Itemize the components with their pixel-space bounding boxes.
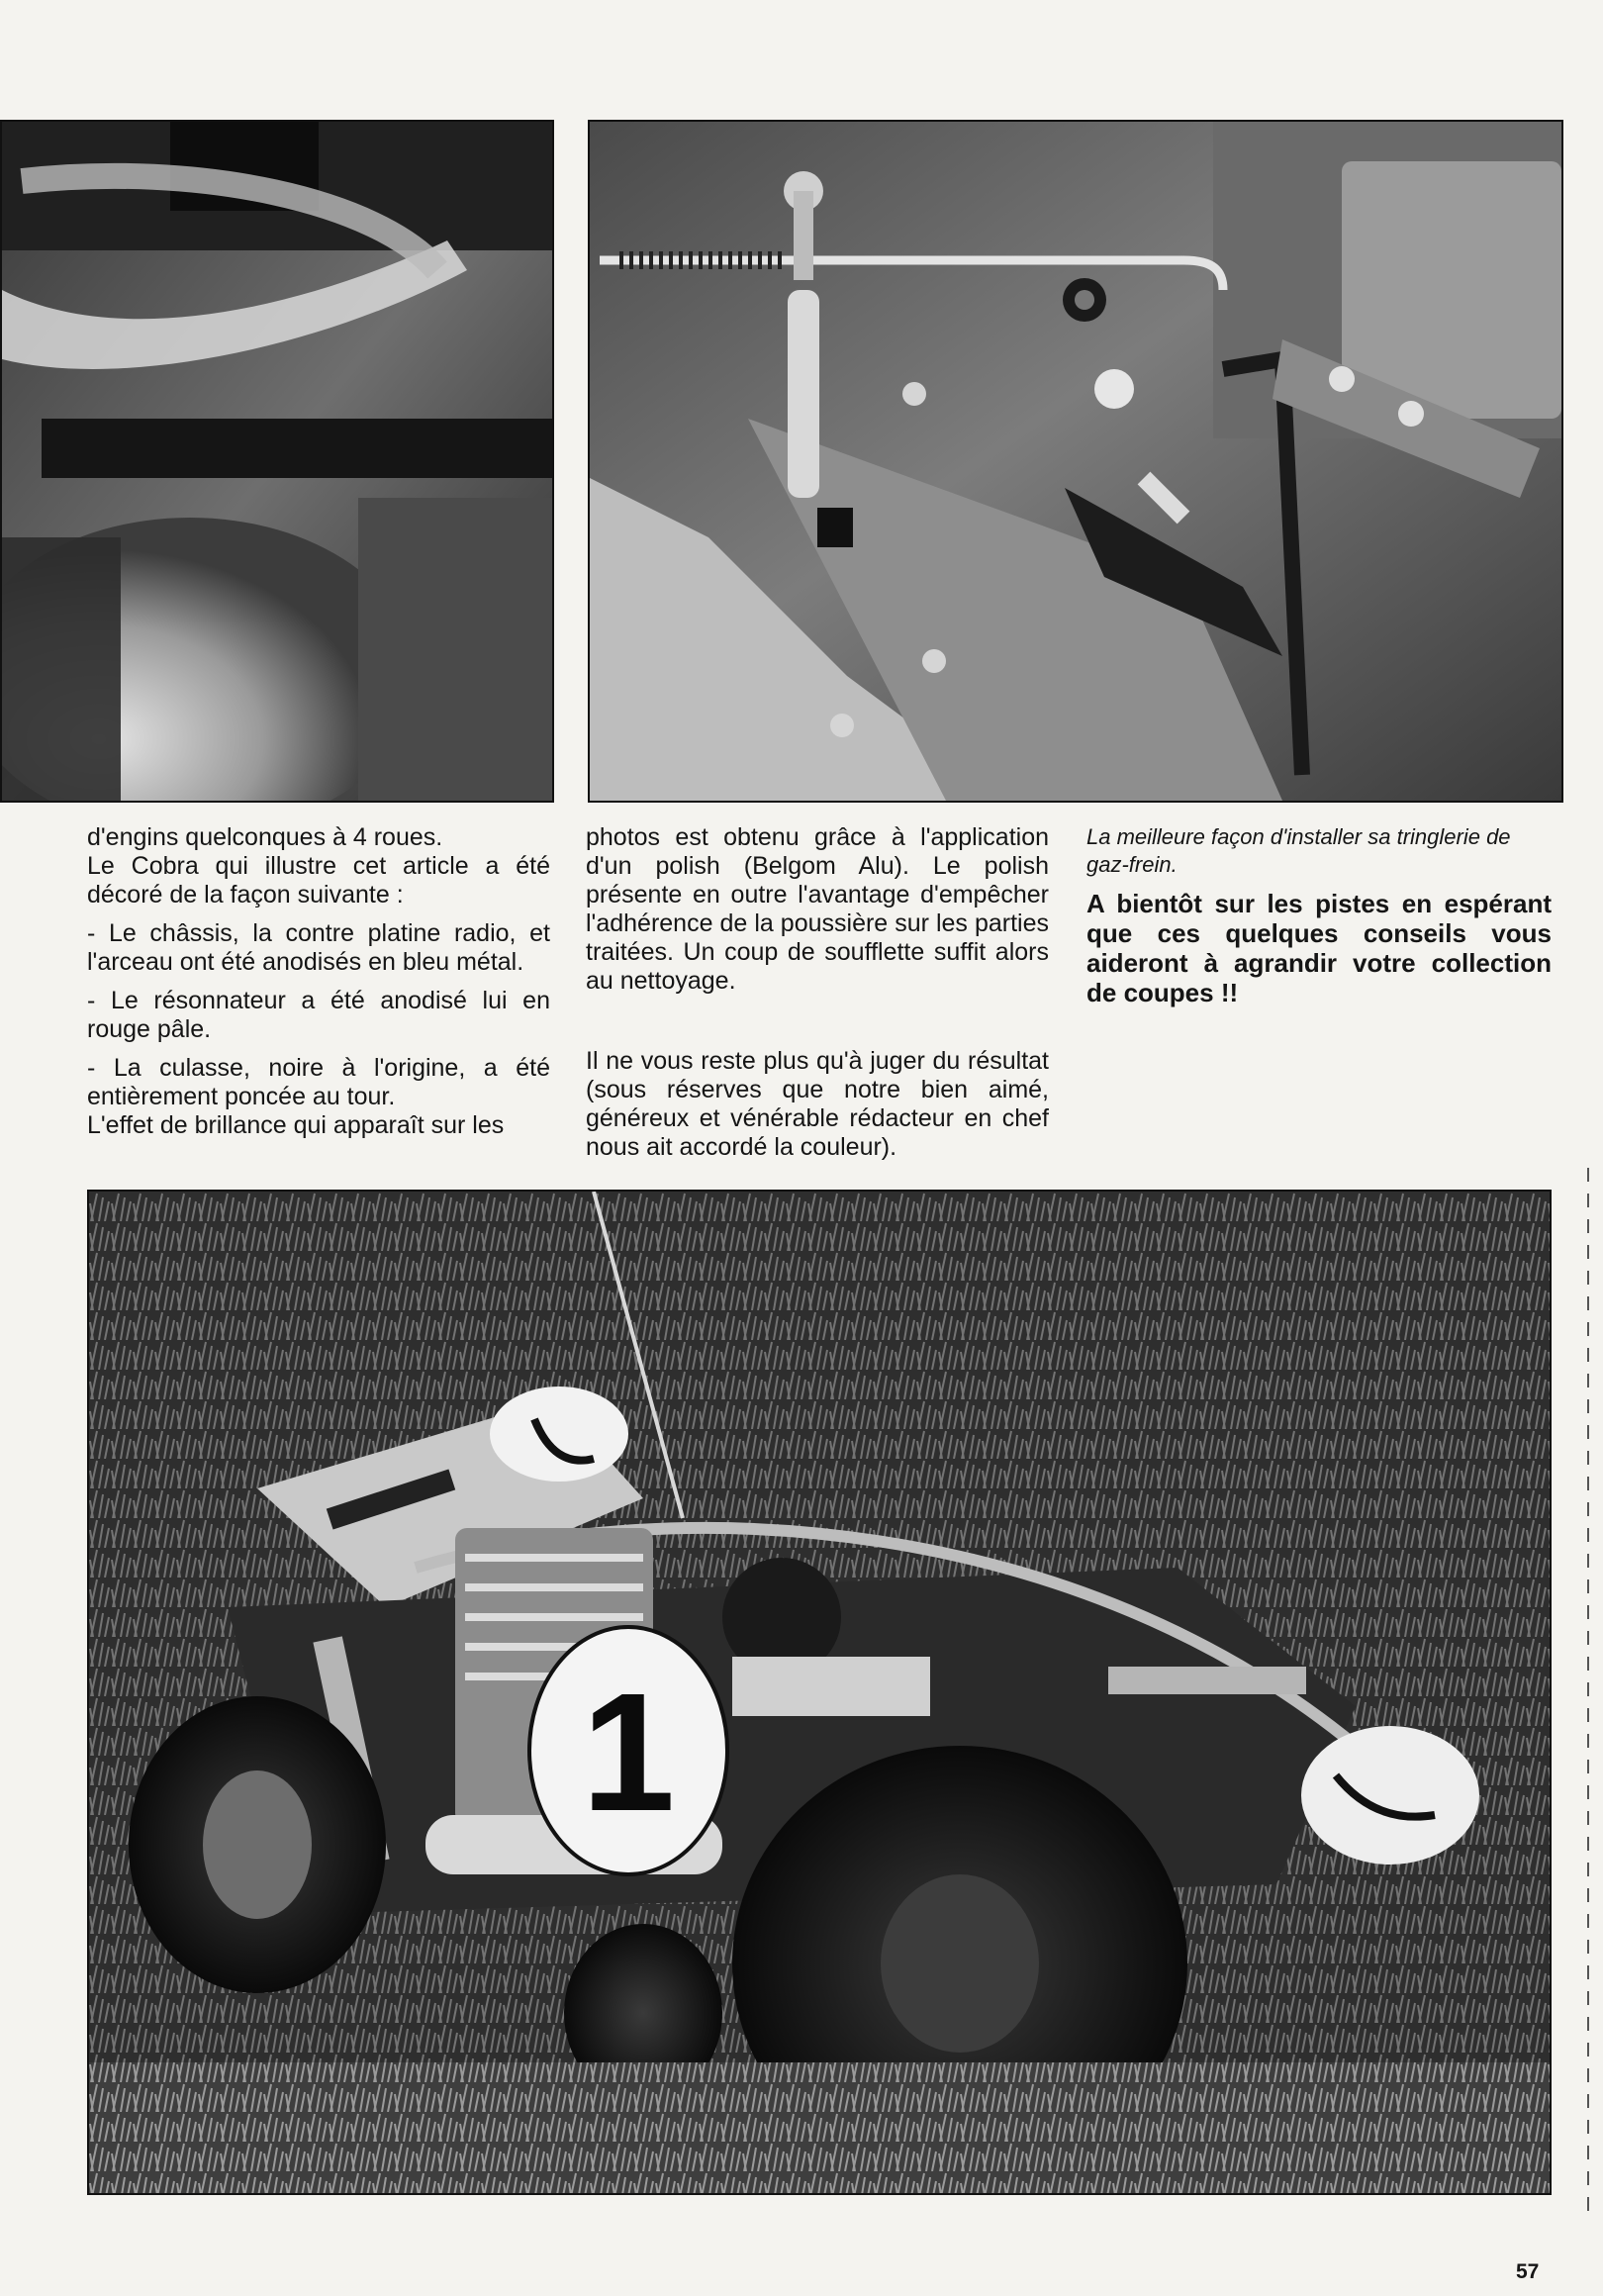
- col1-paragraph-2: Le Cobra qui illustre cet article a été décoré de la façon suivante :: [87, 852, 550, 909]
- text-column-3: [1086, 823, 1552, 1017]
- closing-paragraph: A bientôt sur les pistes en espérant que ces quelques conseils vous aideront à agrandir votre collection de coupes !!: [1086, 889, 1552, 1007]
- linkage-closeup-image: [590, 122, 1561, 801]
- col1-paragraph-1: d'engins quelconques à 4 roues.: [87, 823, 443, 851]
- photo-linkage-closeup: [588, 120, 1563, 803]
- text-column-2: [586, 823, 1049, 1172]
- front-shock: [1108, 1667, 1306, 1694]
- photo-buggy-in-grass: [87, 1190, 1552, 2195]
- photo-engine-closeup: [0, 120, 554, 803]
- col1-paragraph-3: - Le châssis, la contre platine radio, et l'arceau ont été anodisés en bleu métal.: [87, 919, 550, 976]
- col1-paragraph-6: L'effet de brillance qui apparaît sur les: [87, 1111, 505, 1139]
- page-number: 57: [1516, 2260, 1540, 2283]
- col2-paragraph-2: Il ne vous reste plus qu'à juger du résultat (sous réserves que notre bien aimé, généreux et vénérable rédacteur en chef nous ait accordé la couleur).: [586, 1047, 1049, 1161]
- buggy-image: [89, 1192, 1550, 2193]
- margin-rule: [1587, 1168, 1589, 2217]
- race-number: 1: [581, 1659, 676, 1847]
- front-plate: [1301, 1726, 1479, 1865]
- col2-paragraph-1: photos est obtenu grâce à l'application d'un polish (Belgom Alu). Le polish présente en outre l'avantage d'empêcher l'adhérence de la poussière sur les parties traitées. Un coup de soufflette suffit alors au nettoyage.: [586, 823, 1049, 995]
- text-column-1: [87, 823, 550, 1150]
- col1-paragraph-4: - Le résonnateur a été anodisé lui en rouge pâle.: [87, 987, 550, 1043]
- engine-closeup-image: [2, 122, 552, 801]
- photo-caption: La meilleure façon d'installer sa tringlerie de gaz-frein.: [1086, 824, 1511, 877]
- col1-paragraph-5: - La culasse, noire à l'origine, a été entièrement poncée au tour.: [87, 1054, 550, 1110]
